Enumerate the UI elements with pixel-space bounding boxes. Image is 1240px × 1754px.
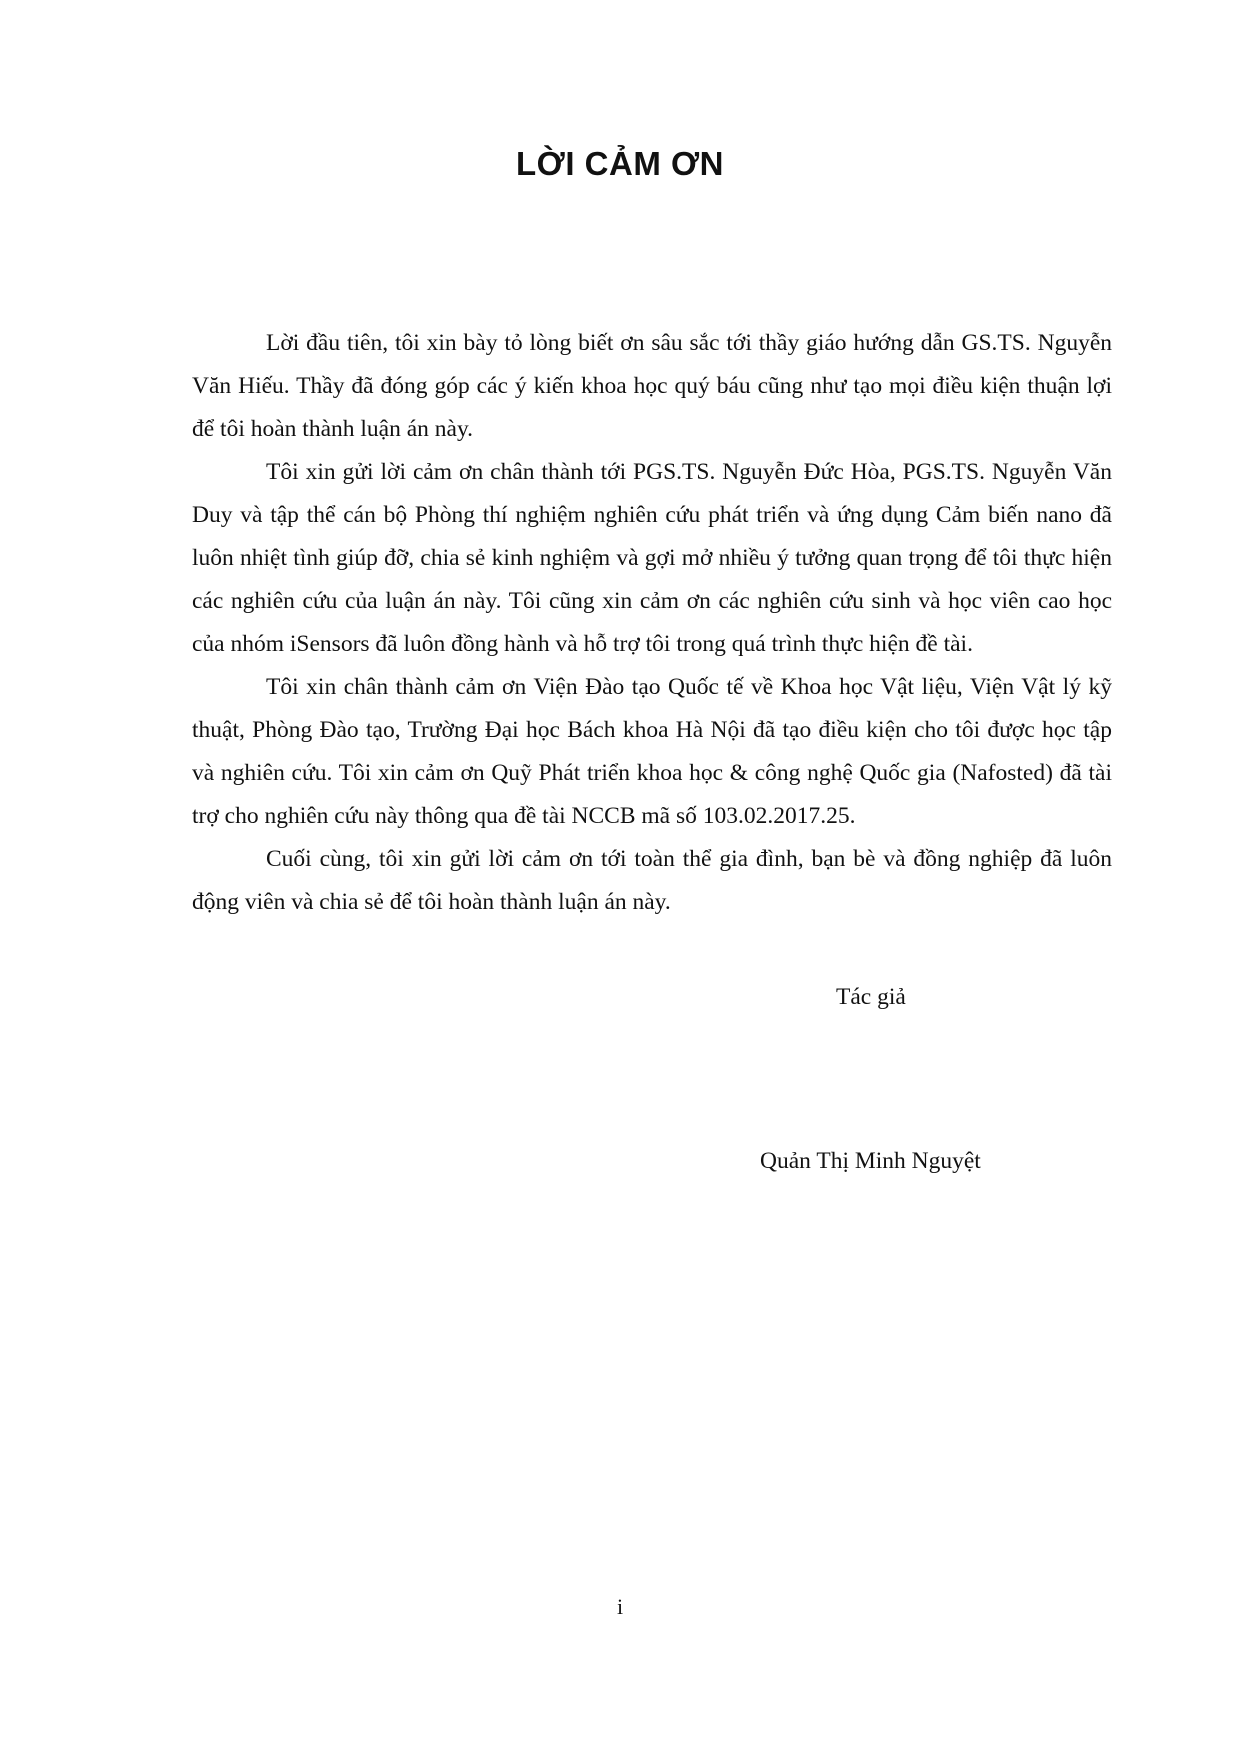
author-label: Tác giả — [836, 984, 906, 1010]
page-number: i — [616, 1594, 624, 1619]
paragraph-4: Cuối cùng, tôi xin gửi lời cảm ơn tới toàn thể gia đình, bạn bè và đồng nghiệp đã luôn động viên và chia sẻ để tôi hoàn thành luận án này. — [192, 846, 1112, 915]
paragraph-2: Tôi xin gửi lời cảm ơn chân thành tới PGS.TS. Nguyễn Đức Hòa, PGS.TS. Nguyễn Văn Duy và tập thể cán bộ Phòng thí nghiệm nghiên cứu phát triển và ứng dụng Cảm biến nano đã luôn nhiệt tình giúp đỡ, chia sẻ kinh nghiệm và gợi mở nhiều ý tưởng quan trọng để tôi thực hiện các nghiên cứu của luận án này. Tôi cũng xin cảm ơn các nghiên cứu sinh và học viên cao học của nhóm iSensors đã luôn đồng hành và hỗ trợ tôi trong quá trình thực hiện đề tài. — [192, 459, 1112, 657]
paragraph-3: Tôi xin chân thành cảm ơn Viện Đào tạo Quốc tế về Khoa học Vật liệu, Viện Vật lý kỹ thuật, Phòng Đào tạo, Trường Đại học Bách khoa Hà Nội đã tạo điều kiện cho tôi được học tập và nghiên cứu. Tôi xin cảm ơn Quỹ Phát triển khoa học & công nghệ Quốc gia (Nafosted) đã tài trợ cho nghiên cứu này thông qua đề tài NCCB mã số 103.02.2017.25. — [192, 674, 1112, 829]
paragraph-1: Lời đầu tiên, tôi xin bày tỏ lòng biết ơn sâu sắc tới thầy giáo hướng dẫn GS.TS. Nguyễn Văn Hiếu. Thầy đã đóng góp các ý kiến khoa học quý báu cũng như tạo mọi điều kiện thuận lợi để tôi hoàn thành luận án này. — [192, 330, 1112, 442]
page-title: LỜI CẢM ƠN — [516, 145, 724, 182]
author-name: Quản Thị Minh Nguyệt — [760, 1148, 981, 1174]
acknowledgement-body — [192, 322, 1112, 924]
